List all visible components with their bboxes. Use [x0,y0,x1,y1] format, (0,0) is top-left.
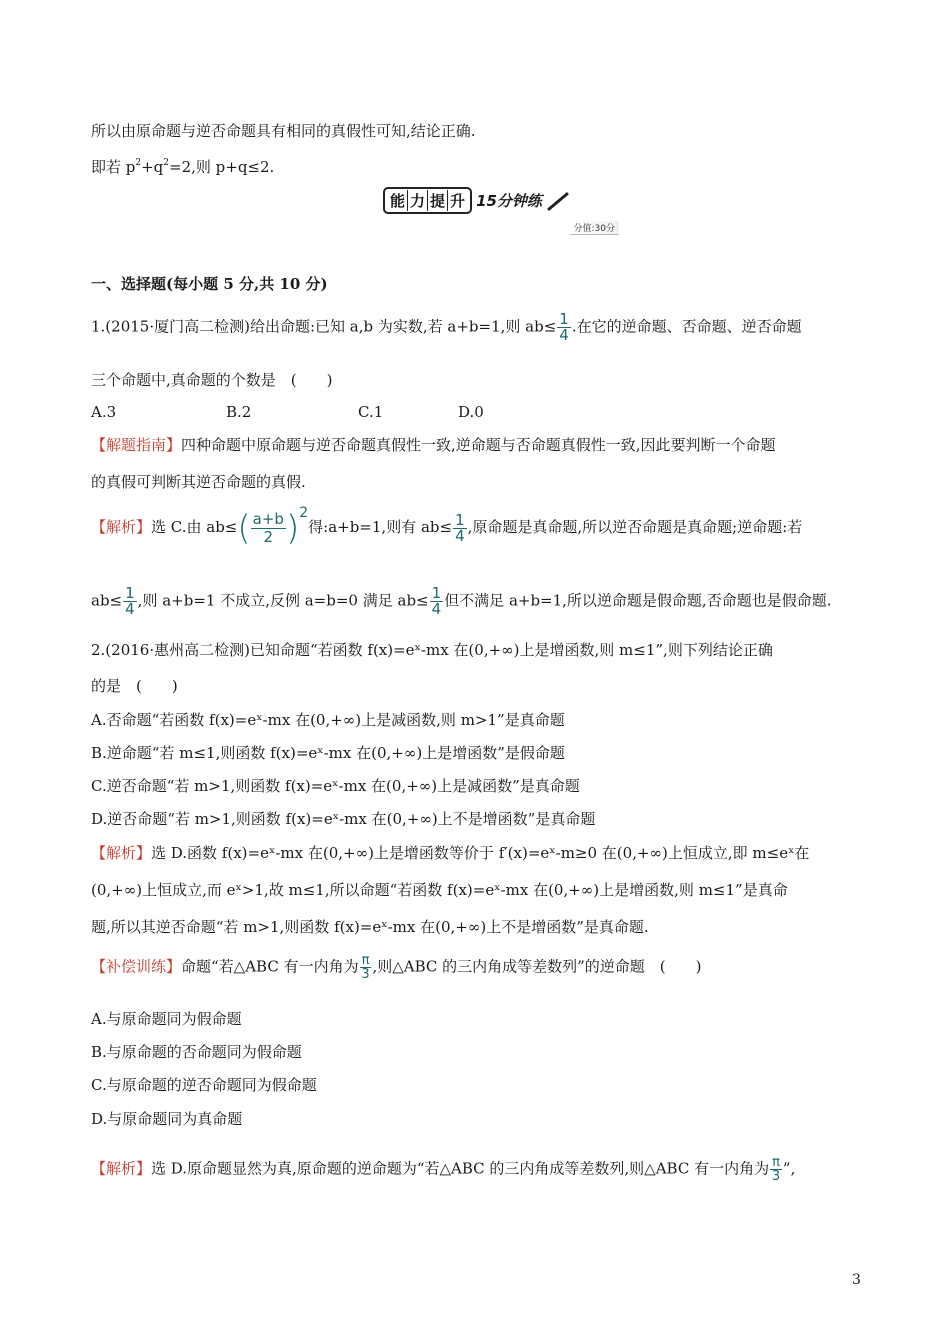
fraction-one-quarter: $\frac{1}{4}$ [125,584,135,618]
bc-solution: 【解析】选 D.原命题显然为真,原命题的逆命题为“若△ABC 的三内角成等差数列,则△ABC 有一内角为 $\frac{\pi}{3}$ ”, [91,1155,796,1184]
banner-tag: 升 [450,192,466,210]
banner-tag: 力 [408,190,428,211]
q2-solution-3: 题,所以其逆否命题“若 m>1,则函数 f(x)=eˣ-mx 在(0,+∞)上不是增函数”是真命题. [91,918,649,936]
q1-option-a: A.3 [91,403,117,421]
guide-tag: 【解题指南】 [91,436,182,454]
banner-tag: 提 [428,190,448,211]
q1-option-d: D.0 [458,403,484,421]
q2-option-a: A.否命题“若函数 f(x)=eˣ-mx 在(0,+∞)上是减函数,则 m>1”是真命题 [91,711,565,729]
q1-option-b: B.2 [226,403,252,421]
bc-option-a: A.与原命题同为假命题 [91,1010,242,1028]
intro-line-2: 即若 $p^2+q^2=2$,则 p+q≤2. [91,158,275,176]
intro-line-1: 所以由原命题与逆否命题具有相同的真假性可知,结论正确. [91,122,476,140]
page-number: 3 [852,1272,861,1288]
q2-option-d: D.逆否命题“若 m>1,则函数 f(x)=eˣ-mx 在(0,+∞)上不是增函数”是真命题 [91,810,596,828]
bc-option-b: B.与原命题的否命题同为假命题 [91,1043,302,1061]
q1-guide-2: 的真假可判断其逆否命题的真假. [91,473,306,491]
q2-solution-2: (0,+∞)上恒成立,而 eˣ>1,故 m≤1,所以命题“若函数 f(x)=eˣ-mx 在(0,+∞)上是增函数,则 m≤1”是真命 [91,881,788,899]
q2-solution-1: 【解析】选 D.函数 f(x)=eˣ-mx 在(0,+∞)上是增函数等价于 f′(x)=eˣ-m≥0 在(0,+∞)上恒成立,即 m≤eˣ在 [91,844,810,862]
pen-stroke-icon [547,192,569,211]
solution-tag: 【解析】 [91,1159,152,1178]
score-label: 分值:30分 [570,221,620,235]
fraction-one-quarter: $\frac{1}{4}$ [431,584,442,618]
q1-line-2: 三个命题中,真命题的个数是 ( ) [91,371,333,389]
q1-solution-1: 【解析】选 C.由 ab≤( $\frac{a+b}{2}$ )$^2$得:a+b=1,则有 ab≤ $\frac{1}{4}$ ,原命题是真命题,所以逆否命题是真命题;逆命题:若 [91,504,803,549]
q2-line-2: 的是 ( ) [91,677,178,695]
q1-line-1: 1.(2015·厦门高二检测)给出命题:已知 a,b 为实数,若 a+b=1,则 ab≤ $\frac{1}{4}$ .在它的逆命题、否命题、逆否命题 [91,310,802,344]
banner-text: 15分钟练 [476,192,542,210]
q1-option-c: C.1 [358,403,384,421]
supplement-tag: 【补偿训练】 [91,957,182,976]
fraction-pi-over-3: $\frac{\pi}{3}$ [361,953,370,982]
q1-guide-1: 【解题指南】四种命题中原命题与逆否命题真假性一致,逆命题与否命题真假性一致,因此要判断一个命题 [91,436,776,454]
q2-option-c: C.逆否命题“若 m>1,则函数 f(x)=eˣ-mx 在(0,+∞)上是减函数”是真命题 [91,777,580,795]
q1-solution-2: ab≤ $\frac{1}{4}$ ,则 a+b=1 不成立,反例 a=b=0 满足 ab≤ $\frac{1}{4}$ 但不满足 a+b=1,所以逆命题是假命题,否命题也是假命题. [91,584,832,618]
fraction-squared: ( $\frac{a+b}{2}$ )$^2$ [237,504,309,549]
q2-line-1: 2.(2016·惠州高二检测)已知命题“若函数 f(x)=eˣ-mx 在(0,+∞)上是增函数,则 m≤1”,则下列结论正确 [91,641,773,659]
fraction-one-quarter: $\frac{1}{4}$ [455,510,465,545]
bc-option-d: D.与原命题同为真命题 [91,1110,243,1128]
solution-tag: 【解析】 [91,844,152,862]
q2-option-b: B.逆命题“若 m≤1,则函数 f(x)=eˣ-mx 在(0,+∞)上是增函数”是假命题 [91,744,565,762]
section-heading: 一、选择题(每小题 5 分,共 10 分) [91,275,328,293]
solution-tag: 【解析】 [91,518,152,536]
banner-tag: 能 [388,190,408,211]
fraction-pi-over-3: $\frac{\pi}{3}$ [771,1155,781,1184]
bc-option-c: C.与原命题的逆否命题同为假命题 [91,1076,317,1094]
fraction-one-quarter: $\frac{1}{4}$ [559,310,569,344]
bc-question: 【补偿训练】命题“若△ABC 有一内角为 $\frac{\pi}{3}$ ,则△ABC 的三内角成等差数列”的逆命题 ( ) [91,953,702,982]
ability-banner [383,187,623,237]
banner-tags [383,187,472,214]
